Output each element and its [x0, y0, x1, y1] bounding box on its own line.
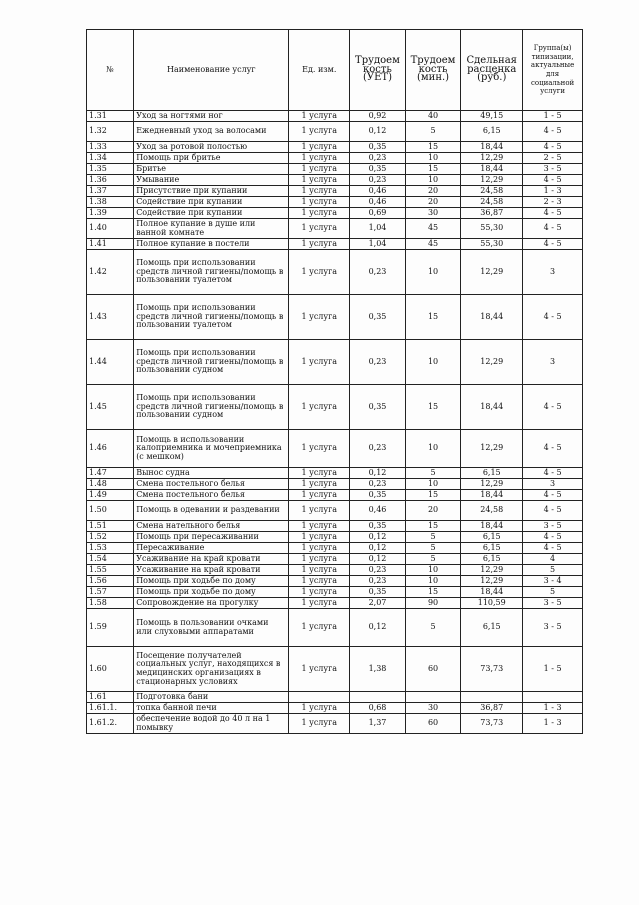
- cell-labor-uet: 0,23: [350, 153, 406, 164]
- cell-labor-min: 15: [405, 142, 461, 153]
- cell-labor-uet: 0,35: [350, 521, 406, 532]
- cell-number: 1.47: [87, 468, 134, 479]
- cell-group: 1 - 5: [523, 111, 583, 122]
- table-row: [87, 479, 583, 490]
- cell-unit: 1 услуга: [289, 468, 350, 479]
- cell-number: 1.34: [87, 153, 134, 164]
- cell-unit: 1 услуга: [289, 250, 350, 295]
- cell-price: 12,29: [461, 479, 523, 490]
- cell-price: 18,44: [461, 385, 523, 430]
- cell-price: 18,44: [461, 295, 523, 340]
- cell-service-name: Помощь при использовании средств личной гигиены/помощь в пользовании судном: [134, 340, 289, 385]
- cell-service-name: топка банной печи: [134, 703, 289, 714]
- cell-number: 1.55: [87, 565, 134, 576]
- cell-price: 18,44: [461, 164, 523, 175]
- cell-labor-uet: 0,12: [350, 468, 406, 479]
- cell-service-name: Уход за ногтями ног: [134, 111, 289, 122]
- cell-unit: 1 услуга: [289, 385, 350, 430]
- cell-labor-min: 30: [405, 208, 461, 219]
- cell-service-name: Смена постельного белья: [134, 490, 289, 501]
- cell-labor-min: 15: [405, 490, 461, 501]
- cell-labor-uet: 0,46: [350, 186, 406, 197]
- header-unit: Ед. изм.: [289, 30, 350, 111]
- table-row: [87, 295, 583, 340]
- cell-group: 4 - 5: [523, 122, 583, 142]
- cell-number: 1.56: [87, 576, 134, 587]
- cell-service-name: Помощь при использовании средств личной гигиены/помощь в пользовании туалетом: [134, 295, 289, 340]
- cell-service-name: Усаживание на край кровати: [134, 565, 289, 576]
- cell-service-name: Полное купание в душе или ванной комнате: [134, 219, 289, 239]
- cell-labor-min: 60: [405, 647, 461, 692]
- cell-price: 55,30: [461, 219, 523, 239]
- table-row: [87, 587, 583, 598]
- cell-unit: 1 услуга: [289, 111, 350, 122]
- cell-price: 6,15: [461, 609, 523, 647]
- cell-price: 24,58: [461, 186, 523, 197]
- cell-price: 24,58: [461, 501, 523, 521]
- cell-labor-min: 10: [405, 565, 461, 576]
- cell-service-name: Помощь при бритье: [134, 153, 289, 164]
- cell-group: 3 - 5: [523, 609, 583, 647]
- cell-labor-uet: 0,12: [350, 532, 406, 543]
- cell-labor-uet: 1,38: [350, 647, 406, 692]
- cell-price: 73,73: [461, 647, 523, 692]
- cell-labor-min: 5: [405, 554, 461, 565]
- cell-labor-uet: 1,37: [350, 714, 406, 734]
- cell-labor-uet: 0,35: [350, 295, 406, 340]
- cell-unit: 1 услуга: [289, 186, 350, 197]
- cell-group: 4 - 5: [523, 175, 583, 186]
- cell-labor-min: 20: [405, 501, 461, 521]
- table-header-row: [87, 30, 583, 111]
- cell-group: [523, 692, 583, 703]
- cell-group: 1 - 3: [523, 714, 583, 734]
- cell-labor-uet: 0,23: [350, 250, 406, 295]
- cell-service-name: Смена постельного белья: [134, 479, 289, 490]
- cell-labor-uet: 0,46: [350, 197, 406, 208]
- cell-labor-uet: 0,35: [350, 142, 406, 153]
- cell-unit: 1 услуга: [289, 532, 350, 543]
- cell-number: 1.48: [87, 479, 134, 490]
- table-row: [87, 430, 583, 468]
- cell-labor-min: 5: [405, 122, 461, 142]
- cell-unit: 1 услуга: [289, 153, 350, 164]
- cell-service-name: Помощь в одевании и раздевании: [134, 501, 289, 521]
- cell-labor-uet: 2,07: [350, 598, 406, 609]
- cell-price: 6,15: [461, 468, 523, 479]
- cell-service-name: Полное купание в постели: [134, 239, 289, 250]
- cell-labor-uet: [350, 692, 406, 703]
- table-row: [87, 197, 583, 208]
- cell-labor-uet: 0,68: [350, 703, 406, 714]
- cell-unit: 1 услуга: [289, 703, 350, 714]
- cell-unit: 1 услуга: [289, 142, 350, 153]
- cell-unit: 1 услуга: [289, 295, 350, 340]
- cell-labor-uet: 0,35: [350, 587, 406, 598]
- cell-number: 1.40: [87, 219, 134, 239]
- table-row: [87, 385, 583, 430]
- table-row: [87, 175, 583, 186]
- cell-unit: 1 услуга: [289, 490, 350, 501]
- cell-group: 2 - 5: [523, 153, 583, 164]
- cell-group: 4 - 5: [523, 295, 583, 340]
- cell-unit: 1 услуга: [289, 197, 350, 208]
- cell-labor-min: 15: [405, 385, 461, 430]
- cell-unit: 1 услуга: [289, 598, 350, 609]
- table-row: [87, 208, 583, 219]
- cell-number: 1.35: [87, 164, 134, 175]
- cell-labor-min: 10: [405, 175, 461, 186]
- cell-labor-uet: 0,35: [350, 385, 406, 430]
- cell-labor-min: 15: [405, 587, 461, 598]
- cell-price: 18,44: [461, 142, 523, 153]
- cell-price: 12,29: [461, 565, 523, 576]
- table-row: [87, 521, 583, 532]
- header-labor-uet: Трудоем кость (УЕТ): [350, 30, 406, 111]
- cell-labor-min: 40: [405, 111, 461, 122]
- cell-labor-min: 20: [405, 197, 461, 208]
- cell-unit: 1 услуга: [289, 239, 350, 250]
- cell-labor-min: [405, 692, 461, 703]
- table-row: [87, 239, 583, 250]
- cell-number: 1.32: [87, 122, 134, 142]
- cell-service-name: Помощь при ходьбе по дому: [134, 587, 289, 598]
- cell-price: 12,29: [461, 430, 523, 468]
- cell-labor-uet: 0,23: [350, 175, 406, 186]
- table-row: [87, 554, 583, 565]
- table-row: [87, 609, 583, 647]
- cell-labor-uet: 1,04: [350, 239, 406, 250]
- cell-labor-min: 15: [405, 521, 461, 532]
- cell-service-name: Помощь при использовании средств личной гигиены/помощь в пользовании судном: [134, 385, 289, 430]
- cell-labor-min: 10: [405, 430, 461, 468]
- cell-labor-uet: 0,35: [350, 490, 406, 501]
- cell-price: 73,73: [461, 714, 523, 734]
- cell-service-name: Содействие при купании: [134, 208, 289, 219]
- cell-labor-min: 10: [405, 153, 461, 164]
- cell-labor-uet: 0,23: [350, 430, 406, 468]
- cell-group: 3 - 5: [523, 521, 583, 532]
- cell-unit: 1 услуга: [289, 587, 350, 598]
- cell-number: 1.61.1.: [87, 703, 134, 714]
- cell-price: 49,15: [461, 111, 523, 122]
- cell-service-name: Ежедневный уход за волосами: [134, 122, 289, 142]
- table-row: [87, 501, 583, 521]
- cell-number: 1.44: [87, 340, 134, 385]
- header-price: Сдельная расценка (руб.): [461, 30, 523, 111]
- services-table: [86, 29, 583, 734]
- cell-service-name: Помощь при ходьбе по дому: [134, 576, 289, 587]
- table-row: [87, 153, 583, 164]
- cell-service-name: Сопровождение на прогулку: [134, 598, 289, 609]
- cell-unit: 1 услуга: [289, 565, 350, 576]
- cell-labor-uet: 0,23: [350, 340, 406, 385]
- cell-unit: 1 услуга: [289, 501, 350, 521]
- cell-group: 3: [523, 340, 583, 385]
- cell-group: 4 - 5: [523, 490, 583, 501]
- cell-price: 6,15: [461, 122, 523, 142]
- cell-service-name: Умывание: [134, 175, 289, 186]
- cell-service-name: Содействие при купании: [134, 197, 289, 208]
- cell-group: 4 - 5: [523, 543, 583, 554]
- cell-number: 1.39: [87, 208, 134, 219]
- cell-number: 1.31: [87, 111, 134, 122]
- cell-service-name: Присутствие при купании: [134, 186, 289, 197]
- cell-labor-min: 5: [405, 609, 461, 647]
- cell-number: 1.33: [87, 142, 134, 153]
- cell-price: 18,44: [461, 490, 523, 501]
- header-service-name: Наименование услуг: [134, 30, 289, 111]
- table-row: [87, 647, 583, 692]
- table-row: [87, 186, 583, 197]
- cell-group: 4 - 5: [523, 430, 583, 468]
- table-row: [87, 692, 583, 703]
- cell-number: 1.36: [87, 175, 134, 186]
- cell-group: 4 - 5: [523, 208, 583, 219]
- table-row: [87, 164, 583, 175]
- cell-number: 1.51: [87, 521, 134, 532]
- cell-service-name: Усаживание на край кровати: [134, 554, 289, 565]
- cell-labor-min: 15: [405, 164, 461, 175]
- cell-price: 55,30: [461, 239, 523, 250]
- cell-labor-min: 5: [405, 543, 461, 554]
- cell-unit: 1 услуга: [289, 479, 350, 490]
- cell-labor-uet: 1,04: [350, 219, 406, 239]
- cell-price: 12,29: [461, 175, 523, 186]
- cell-number: 1.61: [87, 692, 134, 703]
- table-row: [87, 565, 583, 576]
- cell-number: 1.52: [87, 532, 134, 543]
- cell-labor-uet: 0,12: [350, 609, 406, 647]
- table-body: [87, 111, 583, 734]
- table-row: [87, 468, 583, 479]
- cell-price: 12,29: [461, 250, 523, 295]
- cell-price: [461, 692, 523, 703]
- cell-group: 2 - 3: [523, 197, 583, 208]
- table-row: [87, 250, 583, 295]
- cell-unit: 1 услуга: [289, 430, 350, 468]
- cell-unit: [289, 692, 350, 703]
- cell-number: 1.53: [87, 543, 134, 554]
- cell-unit: 1 услуга: [289, 340, 350, 385]
- cell-service-name: Посещение получателей социальных услуг, находящихся в медицинских организациях в стационарных условиях: [134, 647, 289, 692]
- cell-group: 3 - 4: [523, 576, 583, 587]
- table-row: [87, 111, 583, 122]
- cell-labor-min: 5: [405, 468, 461, 479]
- cell-labor-uet: 0,46: [350, 501, 406, 521]
- cell-price: 6,15: [461, 554, 523, 565]
- header-group: Группа(ы) типизации, актуальные для социальной услуги: [523, 30, 583, 111]
- cell-labor-min: 15: [405, 295, 461, 340]
- cell-unit: 1 услуга: [289, 122, 350, 142]
- cell-group: 3: [523, 479, 583, 490]
- cell-labor-uet: 0,23: [350, 576, 406, 587]
- cell-price: 24,58: [461, 197, 523, 208]
- cell-price: 36,87: [461, 703, 523, 714]
- cell-service-name: обеспечение водой до 40 л на 1 помывку: [134, 714, 289, 734]
- cell-price: 12,29: [461, 340, 523, 385]
- cell-service-name: Помощь при использовании средств личной гигиены/помощь в пользовании туалетом: [134, 250, 289, 295]
- cell-unit: 1 услуга: [289, 647, 350, 692]
- cell-number: 1.54: [87, 554, 134, 565]
- cell-labor-uet: 0,69: [350, 208, 406, 219]
- cell-labor-min: 10: [405, 576, 461, 587]
- cell-group: 4 - 5: [523, 239, 583, 250]
- cell-number: 1.41: [87, 239, 134, 250]
- cell-labor-min: 90: [405, 598, 461, 609]
- table-row: [87, 703, 583, 714]
- cell-unit: 1 услуга: [289, 219, 350, 239]
- header-number: №: [87, 30, 134, 111]
- cell-group: 4 - 5: [523, 385, 583, 430]
- cell-group: 3 - 5: [523, 598, 583, 609]
- cell-labor-min: 45: [405, 219, 461, 239]
- cell-labor-min: 30: [405, 703, 461, 714]
- table-row: [87, 714, 583, 734]
- cell-unit: 1 услуга: [289, 208, 350, 219]
- cell-unit: 1 услуга: [289, 714, 350, 734]
- cell-labor-min: 45: [405, 239, 461, 250]
- cell-number: 1.58: [87, 598, 134, 609]
- cell-service-name: Помощь при пересаживании: [134, 532, 289, 543]
- cell-price: 110,59: [461, 598, 523, 609]
- cell-group: 4 - 5: [523, 142, 583, 153]
- cell-price: 18,44: [461, 521, 523, 532]
- cell-unit: 1 услуга: [289, 164, 350, 175]
- cell-number: 1.42: [87, 250, 134, 295]
- cell-labor-min: 20: [405, 186, 461, 197]
- cell-unit: 1 услуга: [289, 175, 350, 186]
- cell-unit: 1 услуга: [289, 554, 350, 565]
- cell-group: 1 - 5: [523, 647, 583, 692]
- cell-number: 1.46: [87, 430, 134, 468]
- cell-service-name: Помощь в использовании калоприемника и мочеприемника (с мешком): [134, 430, 289, 468]
- cell-labor-uet: 0,12: [350, 554, 406, 565]
- cell-number: 1.57: [87, 587, 134, 598]
- cell-number: 1.59: [87, 609, 134, 647]
- cell-service-name: Подготовка бани: [134, 692, 289, 703]
- cell-labor-uet: 0,23: [350, 565, 406, 576]
- cell-group: 4: [523, 554, 583, 565]
- cell-labor-min: 10: [405, 250, 461, 295]
- cell-number: 1.60: [87, 647, 134, 692]
- cell-service-name: Смена нательного белья: [134, 521, 289, 532]
- cell-labor-min: 5: [405, 532, 461, 543]
- table-row: [87, 219, 583, 239]
- table-row: [87, 598, 583, 609]
- cell-labor-uet: 0,12: [350, 543, 406, 554]
- table-row: [87, 576, 583, 587]
- cell-group: 1 - 3: [523, 186, 583, 197]
- cell-service-name: Уход за ротовой полостью: [134, 142, 289, 153]
- cell-price: 18,44: [461, 587, 523, 598]
- cell-service-name: Пересаживание: [134, 543, 289, 554]
- cell-unit: 1 услуга: [289, 576, 350, 587]
- cell-number: 1.61.2.: [87, 714, 134, 734]
- cell-group: 1 - 3: [523, 703, 583, 714]
- cell-unit: 1 услуга: [289, 543, 350, 554]
- cell-labor-uet: 0,12: [350, 122, 406, 142]
- table-row: [87, 340, 583, 385]
- cell-group: 4 - 5: [523, 219, 583, 239]
- cell-service-name: Помощь в пользовании очками или слуховыми аппаратами: [134, 609, 289, 647]
- cell-labor-min: 10: [405, 340, 461, 385]
- cell-service-name: Вынос судна: [134, 468, 289, 479]
- cell-service-name: Бритье: [134, 164, 289, 175]
- cell-labor-min: 60: [405, 714, 461, 734]
- cell-price: 6,15: [461, 543, 523, 554]
- cell-price: 36,87: [461, 208, 523, 219]
- cell-group: 3 - 5: [523, 164, 583, 175]
- cell-price: 12,29: [461, 576, 523, 587]
- cell-group: 5: [523, 565, 583, 576]
- cell-labor-uet: 0,23: [350, 479, 406, 490]
- table-row: [87, 490, 583, 501]
- table-row: [87, 543, 583, 554]
- cell-unit: 1 услуга: [289, 521, 350, 532]
- cell-labor-min: 10: [405, 479, 461, 490]
- cell-group: 3: [523, 250, 583, 295]
- cell-number: 1.38: [87, 197, 134, 208]
- cell-price: 6,15: [461, 532, 523, 543]
- cell-group: 5: [523, 587, 583, 598]
- table-row: [87, 532, 583, 543]
- cell-unit: 1 услуга: [289, 609, 350, 647]
- cell-group: 4 - 5: [523, 468, 583, 479]
- cell-number: 1.43: [87, 295, 134, 340]
- cell-group: 4 - 5: [523, 501, 583, 521]
- cell-price: 12,29: [461, 153, 523, 164]
- cell-number: 1.37: [87, 186, 134, 197]
- table-row: [87, 122, 583, 142]
- cell-group: 4 - 5: [523, 532, 583, 543]
- header-labor-min: Трудоем кость (мин.): [405, 30, 461, 111]
- table-row: [87, 142, 583, 153]
- cell-number: 1.45: [87, 385, 134, 430]
- cell-labor-uet: 0,92: [350, 111, 406, 122]
- cell-number: 1.50: [87, 501, 134, 521]
- cell-labor-uet: 0,35: [350, 164, 406, 175]
- cell-number: 1.49: [87, 490, 134, 501]
